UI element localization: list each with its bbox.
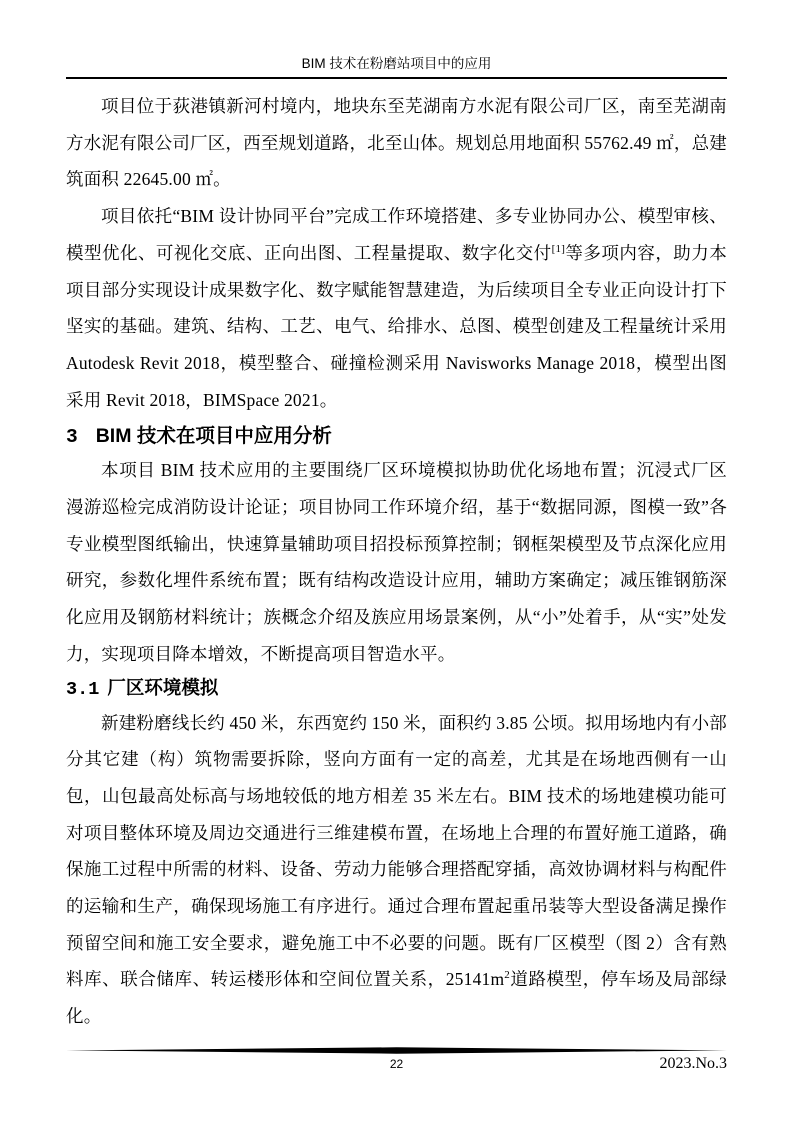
paragraph-bim-applications: 本项目 BIM 技术应用的主要围绕厂区环境模拟协助优化场地布置；沉浸式厂区漫游巡检完成消防设计论证；项目协同工作环境介绍，基于“数据同源，图模一致”各专业模型图纸输出，快速算量辅助项目招投标预算控制；钢框架模型及节点深化应用研究，参数化埋件系统布置；既有结构改造设计应用，辅助方案确定；减压锥钢筋深化应用及钢筋材料统计；族概念介绍及族应用场景案例，从“小”处着手，从“实”处发力，实现项目降本增效，不断提高项目智造水平。 <box>66 460 727 664</box>
paragraph-bim-platform <box>66 198 727 418</box>
paragraph-site-simulation <box>66 705 727 1035</box>
running-head-title: BIM 技术在粉磨站项目中的应用 <box>301 56 492 71</box>
page-number: 22 <box>389 1057 404 1071</box>
section-title: BIM 技术在项目中应用分析 <box>95 425 332 448</box>
subsection-number: 3.1 <box>66 678 100 700</box>
footer-row <box>66 1056 727 1072</box>
page-footer <box>66 1047 727 1072</box>
section-heading-3 <box>66 421 727 452</box>
paragraph-text: 新建粉磨线长约 450 米，东西宽约 150 米，面积约 3.85 公顷。拟用场地内有小部分其它建（构）筑物需要拆除，竖向方面有一定的高差，尤其是在场地西侧有一山包，山包最高处标高与场地较低的地方相差 35 米左右。BIM 技术的场地建模功能可对项目整体环境及周边交通进行三维建模布置，在场地上合理的布置好施工道路，确保施工过程中所需的材料、设备、劳动力能够合理搭配穿插，高效协调材料与构配件的运输和生产，确保现场施工有序进行。通过合理布置起重吊装等大型设备满足操作预留空间和施工安全要求，避免施工中不必要的问题。既有厂区模型（图 2）含有熟料库、联合储库、转运楼形体和空间位置关系，25141m <box>66 712 727 990</box>
header-rule <box>66 77 727 79</box>
squared-superscript: 2 <box>504 969 510 982</box>
section-number: 3 <box>66 426 78 449</box>
reference-superscript: [1] <box>551 242 566 255</box>
subsection-title: 厂区环境模拟 <box>107 676 219 698</box>
journal-issue-label: 2023.No.3 <box>659 1055 727 1072</box>
paragraph-text: 项目依托“BIM 设计协同平台”完成工作环境搭建、多专业协同办公、模型审核、模型优化、可视化交底、正向出图、工程量提取、数字化交付 <box>66 206 727 263</box>
paragraph-project-location: 项目位于荻港镇新河村境内，地块东至芜湖南方水泥有限公司厂区，南至芜湖南方水泥有限公司厂区，西至规划道路，北至山体。规划总用地面积 55762.49 ㎡，总建筑面积 22645.00 ㎡。 <box>66 96 727 190</box>
paragraph-text: 道路模型，停车场及局部绿化。 <box>66 969 727 1027</box>
section-heading-3-1 <box>66 673 727 705</box>
footer-rule <box>66 1047 727 1054</box>
paragraph-text: 等多项内容，助力本项目部分实现设计成果数字化、数字赋能智慧建造，为后续项目全专业正向设计打下坚实的基础。建筑、结构、工艺、电气、给排水、总图、模型创建及工程量统计采用 Autodesk Revit 2018，模型整合、碰撞检测采用 Navisworks Manage 2018，模型出图采用 Revit 2018，BIMSpace 2021。 <box>66 242 727 410</box>
